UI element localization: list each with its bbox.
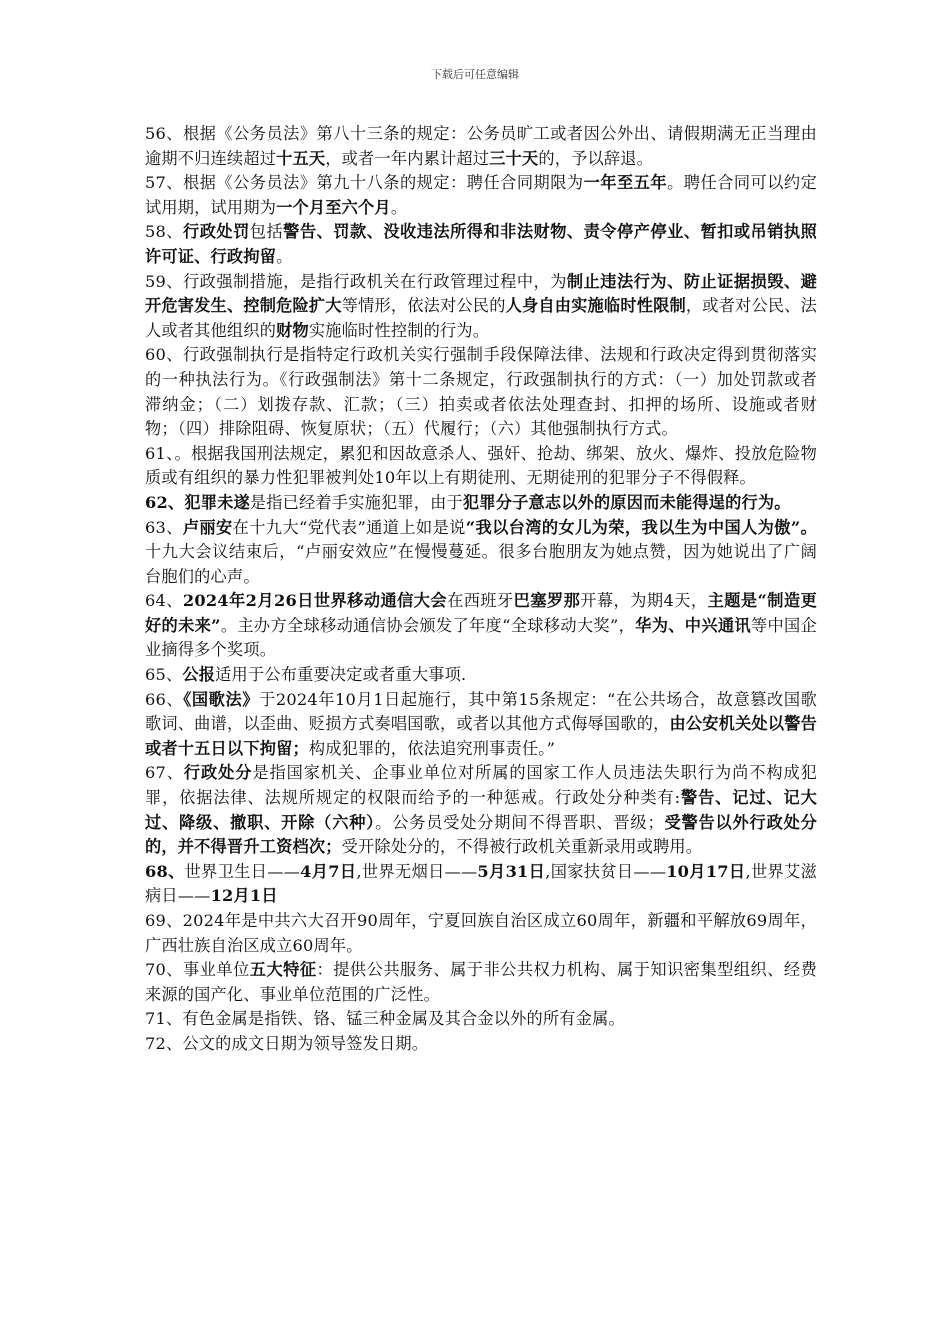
- text-segment: 72、公文的成文日期为领导签发日期。: [145, 1033, 429, 1053]
- document-body: [145, 122, 817, 1057]
- bold-text-segment: 公报: [182, 665, 216, 685]
- bold-text-segment: 一个月至六个月: [276, 197, 391, 217]
- text-segment: 。公务员受处分期间不得晋职、晋级；: [375, 812, 664, 832]
- text-segment: 58、: [145, 222, 183, 242]
- text-segment: 61、。根据我国刑法规定，累犯和因故意杀人、强奸、抢劫、绑架、放火、爆炸、投放危险物质或有组织的暴力性犯罪被判处10年以上有期徒刑、无期徒刑的犯罪分子不得假释。: [145, 443, 817, 488]
- text-segment: 的，予以辞退。: [538, 148, 654, 168]
- text-segment: ，或者一年内累计超过: [325, 148, 490, 168]
- text-segment: 包括: [249, 222, 284, 242]
- text-segment: 65、: [145, 665, 183, 685]
- bold-text-segment: 一年至五年: [583, 173, 668, 193]
- text-segment: 在十九大“党代表”通道上如是说: [232, 517, 466, 537]
- text-segment: 十九大会议结束后，“卢丽安效应”在慢慢蔓延。很多台胞朋友为她点赞，因为她说出了广阔台胞们的心声。: [145, 542, 817, 586]
- paragraph-item: [145, 860, 817, 909]
- text-segment: 60、行政强制执行是指特定行政机关实行强制手段保障法律、法规和行政决定得到贯彻落实的一种执法行为。《行政强制法》第十二条规定，行政强制执行的方式：（一）加处罚款或者滞纳金；（二）划拨存款、汇款；（三）拍卖或者依法处理查封、扣押的场所、设施或者财物；（四）排除阻碍、恢复原状；（五）代履行；（六）其他强制执行方式。: [145, 345, 817, 439]
- bold-text-segment: 财物: [276, 320, 309, 340]
- bold-text-segment: 十五天: [276, 148, 326, 168]
- bold-text-segment: 卢丽安: [182, 517, 233, 537]
- bold-text-segment: 五大特征: [249, 960, 317, 980]
- text-segment: 等中国企业摘得多个奖项。: [145, 615, 817, 660]
- bold-text-segment: 5月31日: [477, 861, 546, 881]
- paragraph-item: [145, 491, 817, 516]
- bold-text-segment: 12月1日: [210, 886, 278, 906]
- text-segment: 是指已经着手实施犯罪，由于: [249, 492, 463, 512]
- text-segment: 开幕，为期4天，: [580, 591, 708, 611]
- bold-text-segment: 4月7日: [300, 861, 357, 881]
- paragraph-item: [145, 171, 817, 220]
- paragraph-item: [145, 589, 817, 663]
- text-segment: 69、2024年是中共六大召开90周年，宁夏回族自治区成立60周年，新疆和平解放69周年，广西壮族自治区成立60周年。: [145, 911, 817, 955]
- paragraph-item: [145, 270, 817, 344]
- bold-text-segment: 警告、记过、记大过、降级、撤职、开除（六种）: [145, 788, 817, 832]
- paragraph-item: [145, 688, 817, 762]
- paragraph-item: [145, 220, 817, 269]
- text-segment: ,世界艾滋病日——: [145, 861, 817, 906]
- paragraph-item: [145, 516, 817, 590]
- text-segment: 64、: [145, 591, 183, 611]
- bold-text-segment: “我以台湾的女儿为荣，我以生为中国人为傲”。: [465, 517, 817, 537]
- text-segment: ，或者对公民、法人或者其他组织的: [145, 296, 818, 340]
- text-segment: 66、: [145, 689, 184, 709]
- bold-text-segment: 三十天: [489, 148, 539, 168]
- bold-text-segment: 行政处分: [183, 763, 253, 783]
- text-segment: 受开除处分的，不得被行政机关重新录用或聘用。: [341, 837, 703, 857]
- text-segment: 于2024年10月1日起施行，其中第15条规定：“在公共场合，故意篡改国歌歌词、曲谱，以歪曲、贬损方式奏唱国歌，或者以其他方式侮辱国歌的，: [145, 689, 817, 734]
- bold-text-segment: 主题是“制造更好的未来”: [145, 591, 817, 635]
- bold-text-segment: 2024年2月26日世界移动通信大会: [182, 591, 448, 611]
- text-segment: ,国家扶贫日——: [545, 861, 667, 881]
- text-segment: 71、有色金属是指铁、铬、锰三种金属及其合金以外的所有金属。: [145, 1009, 625, 1029]
- bold-text-segment: 10月17日: [666, 861, 746, 881]
- text-segment: 构成犯罪的，依法追究刑事责任。”: [308, 738, 556, 758]
- page-header: 下载后可任意编辑: [431, 68, 519, 81]
- bold-text-segment: 巴塞罗那: [513, 591, 581, 611]
- text-segment: 实施临时性控制的行为。: [308, 320, 490, 340]
- bold-text-segment: 华为、中兴通讯: [635, 615, 751, 635]
- text-segment: 67、: [145, 763, 184, 783]
- text-segment: 等情形，依法对公民的: [341, 296, 506, 316]
- text-segment: 70、事业单位: [145, 960, 250, 980]
- paragraph-item: [145, 909, 817, 958]
- text-segment: 。聘任合同可以约定试用期，试用期为: [145, 173, 818, 217]
- text-segment: ：提供公共服务、属于非公共权力机构、属于知识密集型组织、经费来源的国产化、事业单位范围的广泛性。: [145, 960, 817, 1004]
- text-segment: 世界卫生日——: [184, 861, 301, 881]
- bold-text-segment: 由公安机关处以警告或者十五日以下拘留；: [145, 714, 817, 758]
- text-segment: 是指国家机关、企事业单位对所属的国家工作人员违法失职行为尚不构成犯罪，依据法律、法规所规定的权限而给予的一种惩戒。行政处分种类有:: [145, 763, 817, 808]
- text-segment: 63、: [145, 517, 183, 537]
- paragraph-item: [145, 442, 817, 491]
- paragraph-item: [145, 122, 817, 171]
- bold-text-segment: 《国歌法》: [183, 689, 260, 709]
- bold-text-segment: 62、犯罪未遂: [145, 492, 250, 512]
- bold-text-segment: 受警告以外行政处分的，并不得晋升工资档次；: [145, 812, 817, 857]
- text-segment: 。: [390, 197, 408, 217]
- bold-text-segment: 68、: [145, 861, 185, 881]
- bold-text-segment: 犯罪分子意志以外的原因而未能得逞的行为。: [462, 492, 791, 512]
- paragraph-item: [145, 663, 817, 688]
- bold-text-segment: 行政处罚: [183, 222, 250, 242]
- text-segment: 适用于公布重要决定或者重大事项.: [215, 665, 467, 685]
- text-segment: 在西班牙: [447, 591, 514, 611]
- bold-text-segment: 警告、罚款、没收违法所得和非法财物、责令停产停业、暂扣或吊销执照许可证、行政拘留: [145, 222, 817, 266]
- paragraph-item: [145, 958, 817, 1007]
- paragraph-item: [145, 1007, 817, 1032]
- bold-text-segment: 制止违法行为、防止证据损毁、避开危害发生、控制危险扩大: [145, 271, 818, 316]
- text-segment: 57、根据《公务员法》第九十八条的规定：聘任合同期限为: [145, 173, 584, 193]
- bold-text-segment: 人身自由实施临时性限制: [505, 296, 686, 316]
- paragraph-item: [145, 343, 817, 441]
- paragraph-item: [145, 1032, 817, 1057]
- text-segment: 59、行政强制措施，是指行政机关在行政管理过程中，为: [145, 271, 567, 291]
- paragraph-item: [145, 761, 817, 859]
- text-segment: 56、根据《公务员法》第八十三条的规定：公务员旷工或者因公外出、请假期满无正当理由逾期不归连续超过: [145, 124, 817, 168]
- text-segment: ,世界无烟日——: [356, 861, 478, 881]
- text-segment: 。: [276, 246, 293, 266]
- text-segment: 。主办方全球移动通信协会颁发了年度“全球移动大奖”，: [220, 615, 636, 635]
